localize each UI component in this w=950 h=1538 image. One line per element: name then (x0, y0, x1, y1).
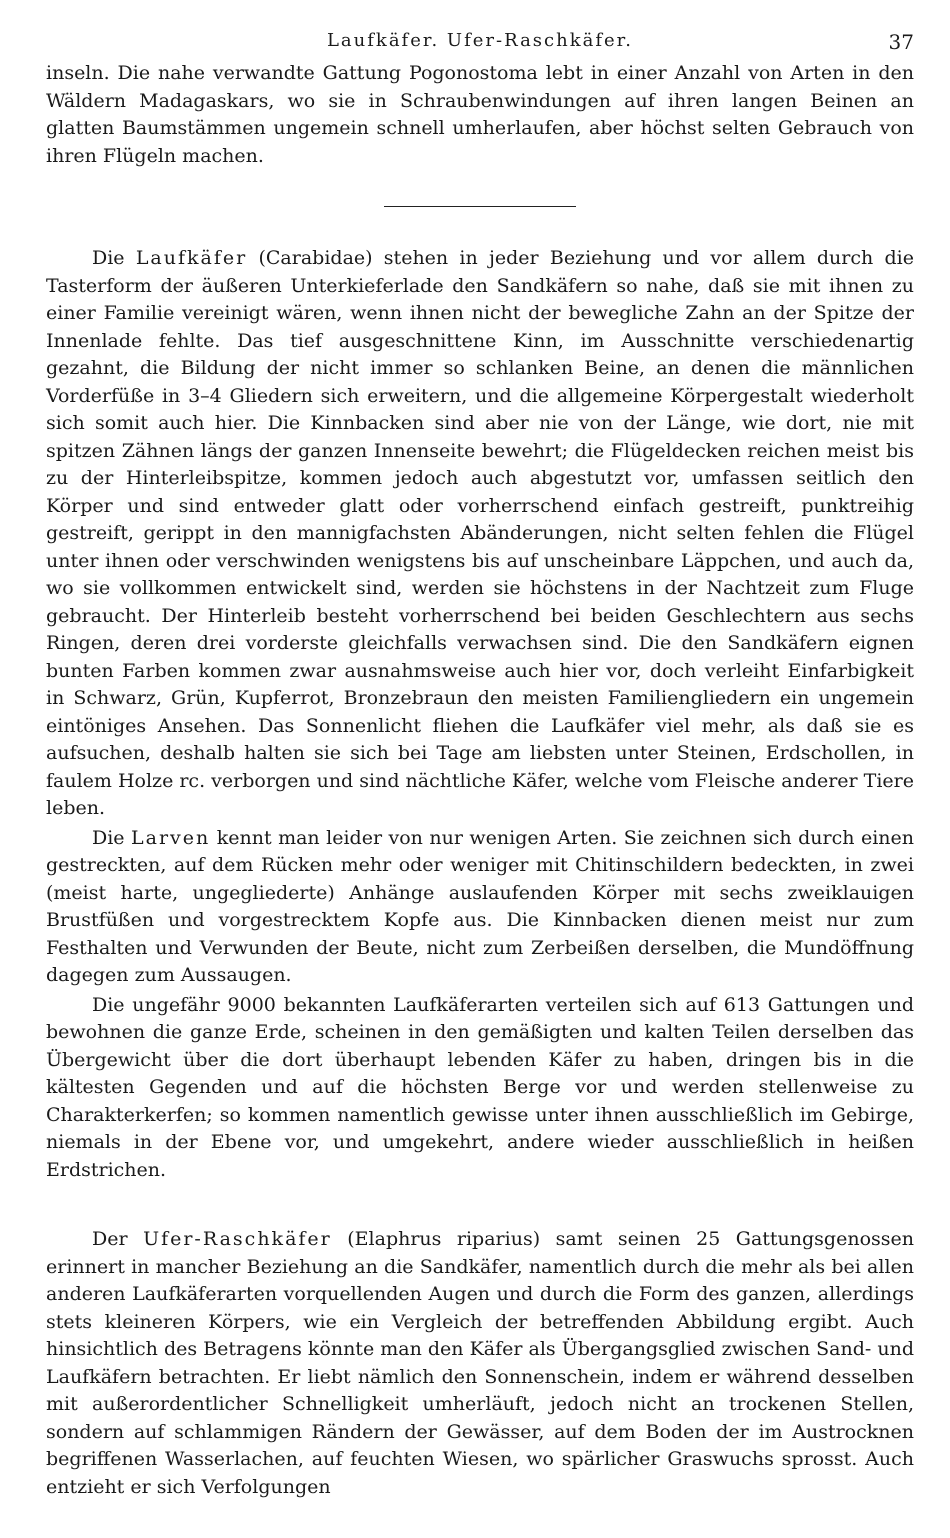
running-head (46, 30, 914, 60)
paragraph-ufer-raschkaefer (46, 1226, 914, 1501)
page-number: 37 (888, 30, 914, 54)
paragraph-body: (Carabidae) stehen in jeder Beziehung und vor allem durch die Tasterform der äußeren Unterkieferlade den Sandkäfern so nahe, daß sie mit ihnen zu einer Familie vereinigt wären, wenn ihnen nicht der bewegliche Zahn an der Spitze der Innenlade fehlte. Das tief ausgeschnittene Kinn, im Ausschnitte verschiedenartig gezahnt, die Bildung der nicht immer so schlanken Beine, an denen die männlichen Vorderfüße in 3–4 Gliedern sich erweitern, und die allgemeine Körpergestalt wiederholt sich somit auch hier. Die Kinnbacken sind aber nie von der Länge, wie dort, nie mit spitzen Zähnen längs der ganzen Innenseite bewehrt; die Flügeldecken reichen meist bis zu der Hinterleibspitze, kommen jedoch auch abgestutzt vor, umfassen seitlich den Körper und sind entweder glatt oder vorherrschend einfach gestreift, punktreihig gestreift, gerippt in den mannigfachsten Abänderungen, nicht selten fehlen die Flügel unter ihnen oder verschwinden wenigstens bis auf unscheinbare Läppchen, und auch da, wo sie vollkommen entwickelt sind, werden sie höchstens in der Nachtzeit zum Fluge gebraucht. Der Hinterleib besteht vorherrschend bei beiden Geschlechtern aus sechs Ringen, deren drei vorderste gleichfalls verwachsen sind. Die den Sandkäfern eignen bunten Farben kommen zwar ausnahmsweise auch hier vor, doch verleiht Einfarbigkeit in Schwarz, Grün, Kupferrot, Bronzebraun den meisten Familiengliedern ein ungemein eintöniges Ansehen. Das Sonnenlicht fliehen die Laufkäfer viel mehr, als daß sie es aufsuchen, deshalb halten sie sich bei Tage am liebsten unter Steinen, Erdschollen, in faulem Holze rc. verborgen und sind nächtliche Käfer, welche vom Fleische anderer Tiere leben. (46, 247, 914, 819)
paragraph-laufkaefer (46, 245, 914, 823)
paragraph-lead: Die (92, 826, 132, 849)
paragraph-continuation: inseln. Die nahe verwandte Gattung Pogonostoma lebt in einer Anzahl von Arten in den Wäldern Madagaskars, wo sie in Schraubenwindungen auf ihren langen Beinen an glatten Baumstämmen ungemein schnell umherlaufen, aber höchst selten Gebrauch von ihren Flügeln machen. (46, 62, 914, 167)
paragraph-lead: Der (92, 1228, 144, 1250)
section-term: Larven (131, 826, 211, 849)
paragraph-body: (Elaphrus riparius) samt seinen 25 Gattungsgenossen erinnert in mancher Beziehung an die Sandkäfer, namentlich durch die mehr als bei allen anderen Laufkäferarten vorquellenden Augen und durch die Form des ganzen, allerdings stets kleineren Körpers, wie ein Vergleich der betreffenden Abbildung ergibt. Auch hinsichtlich des Betragens könnte man den Käfer als Übergangsglied zwischen Sand- und Laufkäfern betrachten. Er liebt nämlich den Sonnenschein, indem er während desselben mit außerordentlicher Schnelligkeit umherläuft, jedoch nicht an trockenen Stellen, sondern auf schlammigen Rändern der Gewässer, auf dem Boden der im Austrocknen begriffenen Wasserlachen, auf feuchten Wiesen, wo spärlicher Graswuchs sprosst. Auch entzieht er sich Verfolgungen (46, 1228, 914, 1498)
paragraph-distribution: Die ungefähr 9000 bekannten Laufkäferarten verteilen sich auf 613 Gattungen und bewohnen die ganze Erde, scheinen in den gemäßigten und kalten Teilen derselben das Übergewicht über die dort überhaupt lebenden Käfer zu haben, dringen bis in die kältesten Gegenden und auf die höchsten Berge vor und werden stellenweise zu Charakterkerfen; so kommen namentlich gewisse unter ihnen ausschließlich im Gebirge, niemals in der Ebene vor, und umgekehrt, andere wieder ausschließlich in heißen Erdstrichen. (46, 993, 914, 1181)
paragraph-larven (46, 825, 914, 990)
book-page (46, 30, 914, 1501)
section-term: Ufer-Raschkäfer (143, 1228, 332, 1250)
section-divider (384, 206, 576, 207)
running-title: Laufkäfer. Ufer-Raschkäfer. (326, 30, 634, 51)
paragraph-body: kennt man leider von nur wenigen Arten. Sie zeichnen sich durch einen gestreckten, auf dem Rücken mehr oder weniger mit Chitinschildern bedeckten, in zwei (meist harte, ungegliederte) Anhänge auslaufenden Körper mit sechs zweiklauigen Brustfüßen und vorgestrecktem Kopfe aus. Die Kinnbacken dienen meist nur zum Festhalten und Verwunden der Beute, nicht zum Zerbeißen derselben, die Mundöffnung dagegen zum Aussaugen. (46, 826, 914, 986)
section-term: Laufkäfer (135, 247, 248, 269)
paragraph-lead: Die (92, 247, 136, 269)
